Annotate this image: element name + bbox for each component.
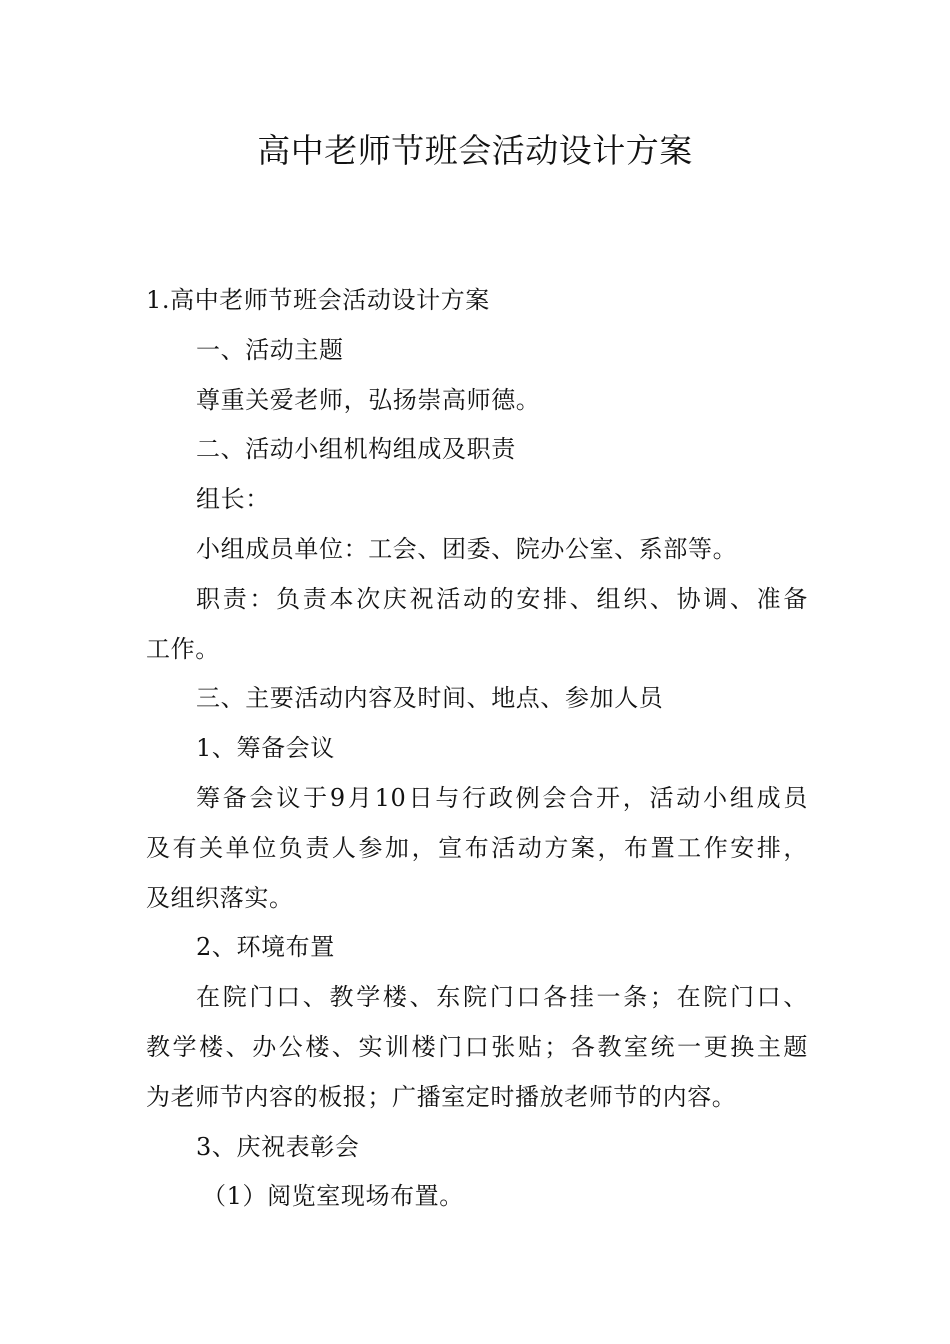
paragraph-theme: 尊重关爱老师，弘扬崇高师德。 [196, 385, 541, 414]
heading-main-activities: 三、主要活动内容及时间、地点、参加人员 [196, 684, 664, 713]
document-body [146, 276, 808, 1222]
paragraph-meeting-line3: 及组织落实。 [146, 883, 294, 912]
paragraph-leader: 组长： [196, 485, 270, 514]
heading-organization: 二、活动小组机构组成及职责 [196, 435, 516, 464]
heading-environment: 2、环境布置 [196, 933, 335, 962]
paragraph-duties-line2: 工作。 [146, 634, 220, 663]
paragraph-environment-line1: 在院门口、教学楼、东院门口各挂一条；在院门口、 [196, 983, 808, 1012]
document-title: 高中老师节班会活动设计方案 [257, 131, 693, 170]
paragraph-meeting-line2: 及有关单位负责人参加，宣布活动方案，布置工作安排， [146, 833, 808, 862]
heading-activity-theme: 一、活动主题 [196, 335, 344, 364]
paragraph-duties-line1: 职责：负责本次庆祝活动的安排、组织、协调、准备 [196, 584, 808, 613]
paragraph-environment-line2: 教学楼、办公楼、实训楼门口张贴；各教室统一更换主题 [146, 1032, 808, 1061]
heading-preparatory-meeting: 1、筹备会议 [196, 734, 335, 763]
heading-celebration: 3、庆祝表彰会 [196, 1132, 360, 1161]
paragraph-reading-room: （1）阅览室现场布置。 [202, 1182, 464, 1211]
paragraph-environment-line3: 为老师节内容的板报；广播室定时播放老师节的内容。 [146, 1082, 737, 1111]
paragraph-members: 小组成员单位：工会、团委、院办公室、系部等。 [196, 534, 738, 563]
section-heading-1: 1.高中老师节班会活动设计方案 [146, 286, 490, 314]
paragraph-meeting-line1: 筹备会议于9月10日与行政例会合开，活动小组成员 [196, 783, 808, 812]
